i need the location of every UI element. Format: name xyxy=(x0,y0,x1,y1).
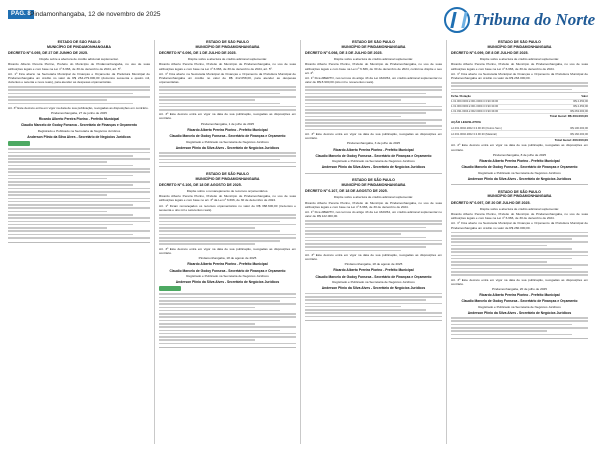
text-line xyxy=(305,309,426,311)
text-line xyxy=(451,251,588,253)
text-line xyxy=(305,109,442,111)
text-line xyxy=(8,93,133,95)
mayor-signature: Ricardo Alberto Pereira Piorino - Prefeito Municipal xyxy=(187,262,268,267)
table-row xyxy=(451,127,588,132)
text-line xyxy=(8,230,150,232)
municipality-heading: MUNICÍPIO DE PINDAMONHANGABA xyxy=(487,194,552,199)
text-filler xyxy=(305,86,442,130)
text-line xyxy=(159,103,280,105)
decree-closing: Art. 3º Este decreto entra em vigor na data de sua publicação, revogadas as disposições em contrário. xyxy=(159,246,296,255)
text-line xyxy=(8,201,150,203)
decree-block xyxy=(305,178,442,321)
decree-closing: Art. 3º Este decreto entra em vigor na data de sua publicação, revogadas as disposições em contrário. xyxy=(159,112,296,121)
text-line xyxy=(305,227,426,229)
text-line xyxy=(159,159,280,161)
text-line xyxy=(451,327,588,329)
text-filler xyxy=(159,86,296,111)
text-filler xyxy=(159,152,296,163)
newspaper-logo[interactable] xyxy=(442,6,596,36)
finance-secretary-signature: Claudio Marcelo de Godoy Fonseca - Secretário de Finanças e Orçamento xyxy=(461,299,578,304)
signing-date xyxy=(8,111,150,115)
text-filler xyxy=(159,293,296,344)
text-filler xyxy=(451,232,588,276)
text-line xyxy=(159,310,280,312)
text-line xyxy=(8,96,150,98)
sub-table-total: Total Geral: 260.000,00 xyxy=(554,138,588,143)
text-line xyxy=(451,238,572,240)
signing-date-value: 18 de agosto de 2025 xyxy=(226,256,257,261)
text-line xyxy=(451,268,572,270)
page-number-tag: PÁG. 8 xyxy=(8,10,34,19)
text-line xyxy=(159,326,296,328)
text-line xyxy=(305,125,442,127)
decree-summary: Dispõe sobre o remanejamento de recursos orçamentários. xyxy=(186,189,269,194)
text-line xyxy=(305,246,426,248)
decree-article: Art. 1º Fica ABERTO, nos termos do artigo 43 da Lei 4320/64, um crédito adicional suplementar no valor de R$ 8.900,00 (oito mil e novecentos reais). xyxy=(305,75,442,85)
state-heading: ESTADO DE SÃO PAULO xyxy=(498,189,541,194)
text-line xyxy=(8,175,133,177)
decree-title: DECRETO Nº 6.106, DE 18 DE AGOSTO DE 2025. xyxy=(159,183,242,188)
section-divider xyxy=(451,184,588,185)
column-3 xyxy=(300,40,446,444)
decree-block xyxy=(451,190,588,339)
decree-title: DECRETO Nº 6.098, DE 3 DE JULHO DE 2025. xyxy=(305,51,383,56)
municipality-heading: MUNICÍPIO DE PINDAMONHANGABA xyxy=(195,44,260,49)
text-line xyxy=(159,316,296,318)
text-line xyxy=(451,235,588,237)
table-cell: L2.031.0002.2002.3.3.90.30 (Material) xyxy=(451,133,497,137)
text-line xyxy=(305,316,442,318)
text-filler xyxy=(8,148,150,238)
signing-date-value: 27 de junho de 2025 xyxy=(78,111,107,116)
publication-note: Registrado e Publicado na Secretaria de Negócios Jurídicos xyxy=(332,159,415,164)
table-cell: L2.031.0002.2002.3.3.90.39 (Outros Serv.) xyxy=(451,126,503,130)
text-line xyxy=(451,85,588,87)
publication-note: Registrado e Publicado na Secretaria de Negócios Jurídicos xyxy=(478,170,561,175)
signing-date-value: 1 de julho de 2025 xyxy=(228,121,255,126)
text-line xyxy=(159,313,296,315)
text-line xyxy=(8,184,133,186)
decree-summary: Dispõe sobre a abertura de crédito adicional suplementar. xyxy=(333,57,414,62)
text-line xyxy=(451,89,572,91)
state-heading: ESTADO DE SÃO PAULO xyxy=(352,178,395,183)
decree-preamble: Ricardo Alberto Pereira Piorino, Prefeito do Município de Pindamonhangaba, no uso de suas atribuições legais e com base na Lei nº 6.666, de 30 de dezembro de 2024. xyxy=(451,212,588,221)
text-line xyxy=(159,336,296,338)
signing-date xyxy=(451,153,588,157)
decree-title: DECRETO Nº 6.107, DE 18 DE AGOSTO DE 2025. xyxy=(305,189,388,194)
text-line xyxy=(8,178,107,180)
text-line xyxy=(451,232,588,234)
table-cell: R$ 263.000,00 xyxy=(570,109,588,113)
text-line xyxy=(159,230,280,232)
text-line xyxy=(8,221,150,223)
decree-preamble: Ricardo Alberto Pereira Piorino, Prefeito do Município de Pindamonhangaba, no uso de suas atribuições legais e com base na Lei nº 6.666, de 30 de dezembro de 2024, art. 5º. xyxy=(8,62,150,71)
decree-summary: Dispõe sobre a abertura de crédito adicional suplementar. xyxy=(187,57,268,62)
text-line xyxy=(8,165,133,167)
text-line xyxy=(451,245,547,247)
text-line xyxy=(8,99,107,101)
text-line xyxy=(159,89,296,91)
text-line xyxy=(8,211,107,213)
section-divider xyxy=(305,173,442,174)
text-line xyxy=(159,155,296,157)
text-line xyxy=(159,320,280,322)
text-line xyxy=(8,171,150,173)
text-line xyxy=(305,112,426,114)
text-line xyxy=(159,86,296,88)
section-divider xyxy=(305,320,442,321)
table-total: Total Geral: R$ 263.000,00 xyxy=(549,114,588,119)
text-line xyxy=(159,234,296,236)
legal-secretary-signature: Anderson Plínio da Silva Alves - Secretário de Negócios Jurídicos xyxy=(175,145,280,150)
text-line xyxy=(159,333,296,335)
signing-city: Pindamonhangaba, xyxy=(492,286,519,291)
legal-secretary-signature: Anderson Plínio da Silva Alves - Secretário de Negócios Jurídicos xyxy=(467,176,572,181)
municipality-heading: MUNICÍPIO DE PINDAMONHANGABA xyxy=(487,44,552,49)
decree-block xyxy=(159,172,296,348)
section-divider xyxy=(8,242,150,243)
text-line xyxy=(305,220,442,222)
text-line xyxy=(451,82,588,84)
table-cell: R$ 160.000,00 xyxy=(570,133,588,137)
state-heading: ESTADO DE SÃO PAULO xyxy=(206,171,249,176)
table-cell: R$ 100.000,00 xyxy=(570,126,588,130)
text-line xyxy=(305,293,442,295)
decree-closing: Art. 3º Este decreto entra em vigor na data de sua publicação, revogadas as disposições em contrário. xyxy=(305,253,442,262)
sub-table xyxy=(451,127,588,132)
text-line xyxy=(8,217,150,219)
text-line xyxy=(159,109,296,111)
decree-block xyxy=(159,40,296,167)
table-cell: 1.01.000.0000.2.001.0000.3.3.90.39.00 xyxy=(451,100,499,104)
text-line xyxy=(159,323,255,325)
section-divider xyxy=(451,338,588,339)
signing-date-value: 18 de agosto de 2025 xyxy=(372,262,403,267)
signing-city: Pindamonhangaba, xyxy=(492,152,520,157)
text-line xyxy=(451,271,588,273)
decree-summary: Dispõe sobre a abertura de crédito adicional suplementar. xyxy=(479,206,560,211)
text-line xyxy=(451,258,572,260)
decree-preamble: Ricardo Alberto Pereira Piorino, Prefeito do Município de Pindamonhangaba, no uso de suas atribuições legais e com base na Lei nº 6.666, de 30 de dezembro de 2024, art. 5º. xyxy=(159,62,296,71)
signing-date xyxy=(159,122,296,126)
mayor-signature: Ricardo Alberto Pereira Piorino - Prefeito Municipal xyxy=(479,158,560,163)
section-divider xyxy=(159,166,296,167)
text-line xyxy=(451,274,588,276)
text-line xyxy=(451,324,572,326)
text-line xyxy=(305,299,426,301)
signing-city: Pindamonhangaba, xyxy=(344,262,372,267)
text-line xyxy=(159,224,296,226)
decree-preamble: Ricardo Alberto Pereira Piorino, Prefeito do Município de Pindamonhangaba, no uso de suas atribuições legais e com base no art. 3º da Lei nº 6.666, de 30 de dezembro de 2024. xyxy=(159,194,296,203)
text-filler xyxy=(305,293,442,318)
official-gazette-columns xyxy=(8,40,592,444)
text-line xyxy=(8,148,150,150)
text-line xyxy=(159,343,296,345)
signing-date-value: 20 de julho de 2025 xyxy=(519,286,547,291)
text-line xyxy=(8,181,150,183)
text-line xyxy=(8,155,133,157)
text-line xyxy=(305,116,401,118)
text-line xyxy=(8,214,133,216)
text-line xyxy=(8,191,150,193)
text-line xyxy=(8,227,107,229)
table-cell: 1.01.000.0000.2.001.0000.3.3.90.30.00 xyxy=(451,104,499,108)
state-heading: ESTADO DE SÃO PAULO xyxy=(206,40,249,44)
table-cell: 1.01.031.0004.2.002.0000.3.3.90.39.00 xyxy=(451,109,499,113)
column-2 xyxy=(154,40,300,444)
state-heading: ESTADO DE SÃO PAULO xyxy=(352,40,395,44)
table-subtitle: AÇÃO LEGISLATIVA xyxy=(451,120,481,125)
decree-title: DECRETO Nº 6.099, DE 8 DE JULHO DE 2025. xyxy=(451,51,529,56)
masthead xyxy=(8,6,596,38)
decree-title: DECRETO Nº 6.096, DE 1 DE JULHO DE 2025. xyxy=(159,51,237,56)
state-heading: ESTADO DE SÃO PAULO xyxy=(57,40,101,44)
text-line xyxy=(305,303,442,305)
legal-secretary-signature: Anderson Plínio da Silva Alves - Secretário de Negócios Jurídicos xyxy=(467,310,572,315)
text-line xyxy=(159,339,255,341)
appropriation-table xyxy=(451,95,588,114)
decree-closing: Art. 3º Este decreto entra em vigor na data de sua publicação, revogadas as disposições em contrário. xyxy=(305,132,442,141)
text-line xyxy=(8,204,133,206)
text-line xyxy=(8,207,150,209)
text-line xyxy=(8,224,133,226)
mayor-signature: Ricardo Alberto Pereira Piorino - Prefeito Municipal xyxy=(187,127,268,132)
text-line xyxy=(451,330,547,332)
text-line xyxy=(8,168,150,170)
text-line xyxy=(8,237,150,239)
text-line xyxy=(159,237,296,239)
text-filler xyxy=(305,220,442,251)
state-heading: ESTADO DE SÃO PAULO xyxy=(498,40,541,44)
text-line xyxy=(305,237,426,239)
text-filler xyxy=(451,82,588,93)
text-line xyxy=(159,293,296,295)
decree-preamble: Ricardo Alberto Pereira Piorino, Prefeito do Município de Pindamonhangaba, no uso de suas atribuições legais e com base na Lei nº 6.666, de 30 de dezembro de 2024, conforme dispõe o seu art. 4º. xyxy=(305,62,442,75)
text-line xyxy=(159,243,255,245)
text-line xyxy=(159,106,296,108)
finance-secretary-signature: Claudio Marcelo de Godoy Fonseca - Secretário de Finanças e Orçamento xyxy=(21,123,137,128)
text-line xyxy=(305,99,401,101)
signing-date-value: 3 de julho de 2025 xyxy=(374,141,401,146)
decree-preamble: Ricardo Alberto Pereira Piorino, Prefeito do Município de Pindamonhangaba, no uso de suas atribuições legais e com base na Lei nº 6.666, de 30 de dezembro de 2024. xyxy=(451,62,588,71)
approval-stamp xyxy=(8,141,30,146)
text-line xyxy=(305,306,401,308)
table-cell: R$ 4.450,00 xyxy=(573,104,588,108)
finance-secretary-signature: Claudio Marcelo de Godoy Fonseca - Secretário de Finanças e Orçamento xyxy=(461,165,578,170)
table-header-cell: Ficha / Dotação xyxy=(451,95,471,99)
legal-secretary-signature: Anderson Plínio da Silva Alves - Secretário de Negócios Jurídicos xyxy=(321,165,426,170)
decree-summary: Dispõe sobre a abertura de crédito adicional suplementar. xyxy=(479,57,560,62)
text-line xyxy=(159,96,296,98)
legal-secretary-signature: Anderson Plínio da Silva Alves - Secretário de Negócios Jurídicos xyxy=(175,280,280,285)
text-line xyxy=(305,230,442,232)
text-line xyxy=(451,334,572,336)
text-filler xyxy=(451,317,588,335)
text-line xyxy=(8,158,150,160)
column-4 xyxy=(446,40,592,444)
text-line xyxy=(305,233,401,235)
signing-city: Pindamonhangaba, xyxy=(200,121,228,126)
mayor-signature: Ricardo Alberto Pereira Piorino - Prefeito Municipal xyxy=(38,117,120,122)
text-line xyxy=(8,86,150,88)
text-line xyxy=(305,93,426,95)
text-line xyxy=(159,300,280,302)
text-line xyxy=(8,198,150,200)
decree-block xyxy=(451,40,588,185)
finance-secretary-signature: Claudio Marcelo de Godoy Fonseca - Secretário de Finanças e Orçamento xyxy=(169,268,286,273)
table-cell: R$ 4.450,00 xyxy=(573,100,588,104)
decree-summary: Dispõe sobre a abertura de crédito adicional suplementar. xyxy=(39,57,119,62)
decree-closing: Art. 3º Este decreto entra em vigor na data de sua publicação, revogadas as disposições em contrário. xyxy=(8,105,149,110)
signing-date xyxy=(159,256,296,260)
text-line xyxy=(305,223,442,225)
decree-block xyxy=(8,40,150,242)
decree-article: Art. 1º Fica aberto na Secretaria Municipal de Finanças e Orçamento da Prefeitura Municipal de Pindamonhangaba um crédito no valor de R$ 264.279.000,00 (duzentos sessenta e quatro mil, duzentos e setenta e nove reais), para atender as despesas orçamentárias. xyxy=(8,71,150,85)
text-line xyxy=(451,261,547,263)
legal-secretary-signature: Anderson Plínio da Silva Alves - Secretário de Negócios Jurídicos xyxy=(27,135,131,140)
text-line xyxy=(305,119,442,121)
text-line xyxy=(159,227,255,229)
text-line xyxy=(305,96,442,98)
decree-article: Art. 1º Ficam remanejados os recursos orçamentários no valor de R$ 368.600,00 (trezentos e sessenta e oito mil e seiscentos reais). xyxy=(159,203,296,212)
text-line xyxy=(451,255,588,257)
text-line xyxy=(159,240,280,242)
publication-note: Registrado e Publicado na Secretaria de Negócios Jurídicos xyxy=(478,304,561,309)
approval-stamp xyxy=(159,286,181,291)
decree-preamble: Ricardo Alberto Pereira Piorino, Prefeito do Município de Pindamonhangaba, no uso de suas atribuições legais e com base na Lei nº 6.666, de 30 de dezembro de 2024. xyxy=(305,200,442,209)
municipality-heading: MUNICÍPIO DE PINDAMONHANGABA xyxy=(341,44,406,49)
signing-date xyxy=(305,262,442,266)
text-line xyxy=(305,250,401,252)
text-line xyxy=(159,307,255,309)
text-line xyxy=(451,248,572,250)
text-line xyxy=(451,241,588,243)
text-line xyxy=(8,89,150,91)
text-line xyxy=(159,93,280,95)
text-line xyxy=(451,320,588,322)
tribuna-logo-icon xyxy=(444,7,470,33)
publication-note: Registrado e Publicado na Secretaria de Negócios Jurídicos xyxy=(186,274,269,279)
text-line xyxy=(8,188,150,190)
publication-note: Registrado e Publicado na Secretaria de Negócios Jurídicos xyxy=(332,280,415,285)
table-header-cell: Valor xyxy=(581,95,588,99)
text-line xyxy=(305,243,442,245)
mayor-signature: Ricardo Alberto Pereira Piorino - Prefeito Municipal xyxy=(333,147,414,152)
signing-city: Pindamonhangaba, xyxy=(51,111,78,116)
text-filler xyxy=(8,86,150,104)
mayor-signature: Ricardo Alberto Pereira Piorino - Prefeito Municipal xyxy=(333,268,414,273)
text-line xyxy=(8,152,150,154)
text-line xyxy=(8,234,133,236)
signing-city: Pindamonhangaba, xyxy=(346,141,374,146)
text-filler xyxy=(159,214,296,245)
text-line xyxy=(159,152,296,154)
decree-article: Art. 1º Fica aberto na Secretaria Municipal de Finanças e Orçamento da Prefeitura Municipal de Pindamonhangaba um crédito no valor de R$ 412.058,00, para atender as despesas orçamentárias. xyxy=(159,71,296,85)
signing-city: Pindamonhangaba, xyxy=(198,256,226,261)
decree-article: Art. 1º Fica aberto na Secretaria Municipal de Finanças e Orçamento da Prefeitura Municipal de Pindamonhangaba um crédito no valor de R$ 260.000,00. xyxy=(451,221,588,230)
text-line xyxy=(451,264,588,266)
text-line xyxy=(305,122,426,124)
text-line xyxy=(305,103,426,105)
finance-secretary-signature: Claudio Marcelo de Godoy Fonseca - Secretário de Finanças e Orçamento xyxy=(315,274,432,279)
municipality-heading: MUNICÍPIO DE PINDAMONHANGABA xyxy=(195,176,260,181)
signing-date-value: 8 de julho de 2025 xyxy=(520,152,547,157)
decree-block xyxy=(305,40,442,173)
text-line xyxy=(159,217,296,219)
text-line xyxy=(159,297,296,299)
text-line xyxy=(305,240,442,242)
edition-date: Pindamonhangaba, 12 de novembro de 2025 xyxy=(30,11,161,18)
text-line xyxy=(159,162,296,164)
finance-secretary-signature: Claudio Marcelo de Godoy Fonseca - Secretário de Finanças e Orçamento xyxy=(315,153,432,158)
decree-title: DECRETO Nº 6.097, DE 20 DE JULHO DE 2025. xyxy=(451,200,531,205)
municipality-heading: MUNICÍPIO DE PINDAMONHANGABA xyxy=(341,182,406,187)
mayor-signature: Ricardo Alberto Pereira Piorino - Prefeito Municipal xyxy=(479,293,560,298)
municipality-heading: MUNICÍPIO DE PINDAMONHANGABA xyxy=(47,44,111,49)
text-line xyxy=(8,103,133,105)
decree-summary: Dispõe sobre a abertura de crédito adicional suplementar. xyxy=(333,195,414,200)
decree-article: Art. 1º Fica ABERTO, nos termos do artigo 43 da Lei 4320/64, um crédito adicional suplementar no valor de R$ 122.000,00. xyxy=(305,210,442,219)
legal-secretary-signature: Anderson Plínio da Silva Alves - Secretário de Negócios Jurídicos xyxy=(321,286,426,291)
publication-note: Registrado e Publicado na Secretaria de Negócios Jurídicos xyxy=(186,139,269,144)
text-line xyxy=(305,89,442,91)
text-line xyxy=(305,129,442,131)
finance-secretary-signature: Claudio Marcelo de Godoy Fonseca - Secretário de Finanças e Orçamento xyxy=(169,134,286,139)
text-line xyxy=(305,86,442,88)
text-line xyxy=(159,99,255,101)
text-line xyxy=(305,312,442,314)
decree-title: DECRETO Nº 6.095, DE 27 DE JUNHO DE 2025. xyxy=(8,51,88,56)
signing-date xyxy=(305,141,442,145)
newspaper-name: Tribuna do Norte xyxy=(473,10,596,29)
text-line xyxy=(305,296,442,298)
text-line xyxy=(451,92,588,94)
text-line xyxy=(159,330,280,332)
signing-date xyxy=(451,287,588,291)
decree-closing: Art. 3º Este decreto entra em vigor na data de sua publicação, revogadas as disposições em contrário. xyxy=(451,277,588,286)
column-1 xyxy=(8,40,154,444)
text-line xyxy=(159,214,296,216)
decree-article: Art. 1º Fica aberto na Secretaria Municipal de Finanças e Orçamento da Prefeitura Municipal de Pindamonhangaba um crédito no valor de R$ 263.000,00. xyxy=(451,71,588,80)
text-line xyxy=(159,303,296,305)
text-line xyxy=(159,221,280,223)
text-line xyxy=(305,106,442,108)
publication-note: Registrado e Publicado na Secretaria de Negócios Jurídicos xyxy=(37,128,121,133)
section-divider xyxy=(159,347,296,348)
decree-closing: Art. 2º Este decreto entra em vigor na data de sua publicação, revogadas as disposições em contrário. xyxy=(451,143,588,152)
text-line xyxy=(451,317,588,319)
text-line xyxy=(8,161,107,163)
text-line xyxy=(8,194,107,196)
